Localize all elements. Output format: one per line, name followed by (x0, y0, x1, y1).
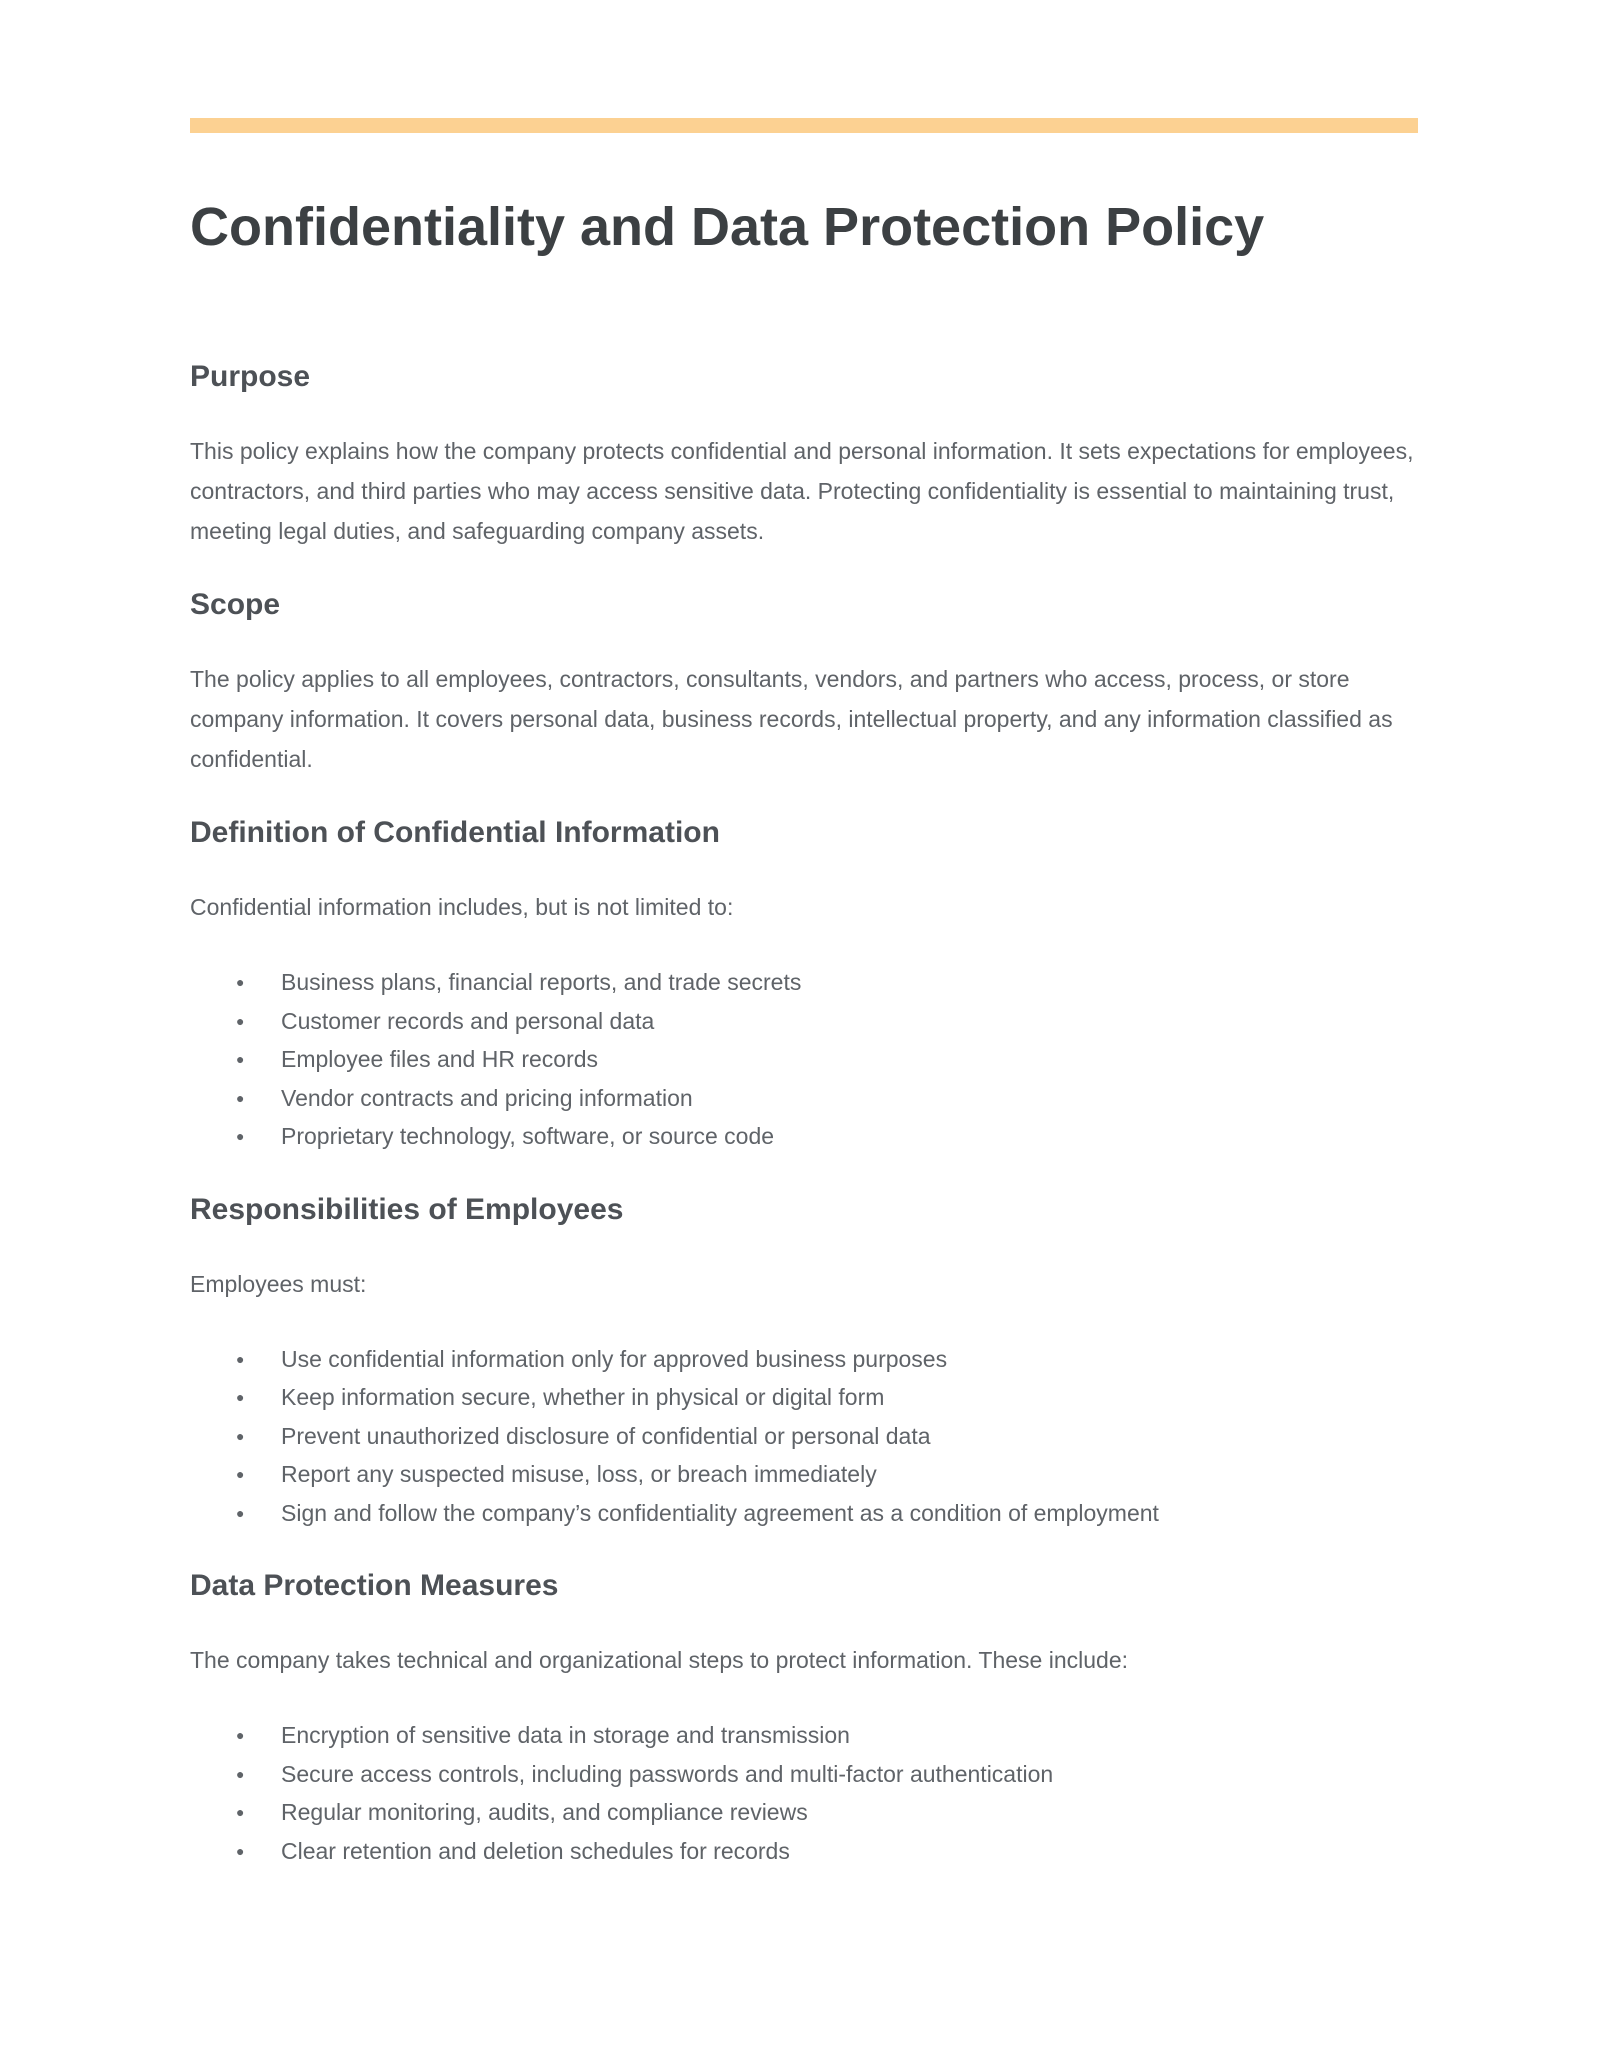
bullet-list (190, 1716, 1418, 1870)
section-heading: Responsibilities of Employees (190, 1192, 624, 1226)
section-paragraph: The policy applies to all employees, contractors, consultants, vendors, and partners who access, process, or store company information. It covers personal data, business records, intellectual property, and any information classified as confidential. (190, 666, 1393, 772)
bullet-dot-icon: ● (236, 1389, 245, 1405)
list-item-text: Business plans, financial reports, and trade secrets (281, 969, 802, 995)
bullet-dot-icon: ● (236, 1128, 245, 1144)
bullet-dot-icon: ● (236, 1012, 245, 1029)
bullet-dot-icon: ● (236, 1466, 245, 1482)
bullet-list (190, 963, 1418, 1156)
list-item-text: Customer records and personal data (281, 1007, 655, 1034)
list-item (190, 1378, 1418, 1417)
section-responsibilities-of-employees (190, 1192, 1418, 1533)
section-data-protection-measures (190, 1568, 1418, 1870)
list-item (190, 1793, 1418, 1832)
section-purpose (190, 359, 1418, 551)
section-scope (190, 587, 1418, 779)
list-item (190, 1040, 1418, 1079)
list-item (190, 1117, 1418, 1156)
accent-bar (190, 118, 1418, 133)
list-item (190, 1079, 1418, 1118)
section-heading: Purpose (190, 360, 311, 393)
bullet-dot-icon: ● (236, 1727, 245, 1743)
section-paragraph: This policy explains how the company protects confidential and personal information. It sets expectations for employees, contractors, and third parties who may access sensitive data. Protecting confidentiality is essential to maintaining trust, meeting legal duties, and safeguarding company assets. (190, 438, 1414, 544)
section-definition-of-confidential-information (190, 815, 1418, 1156)
bullet-dot-icon: ● (236, 1350, 245, 1367)
section-heading: Scope (190, 588, 281, 621)
section-heading: Data Protection Measures (190, 1569, 559, 1602)
list-item (190, 1755, 1418, 1794)
list-item-text: Regular monitoring, audits, and compliance reviews (281, 1799, 808, 1825)
list-item-text: Sign and follow the company’s confidentiality agreement as a condition of employment (281, 1499, 1159, 1526)
list-item-text: Keep information secure, whether in physical or digital form (281, 1384, 885, 1410)
list-item-text: Secure access controls, including passwords and multi-factor authentication (281, 1760, 1054, 1787)
section-paragraph: The company takes technical and organizational steps to protect information. These include: (190, 1647, 1129, 1673)
document-title: Confidentiality and Data Protection Policy (190, 197, 1265, 257)
bullet-dot-icon: ● (236, 974, 245, 990)
list-item-text: Use confidential information only for approved business purposes (281, 1345, 948, 1372)
list-item-text: Clear retention and deletion schedules for records (281, 1837, 790, 1864)
list-item (190, 1340, 1418, 1379)
list-item-text: Employee files and HR records (281, 1046, 599, 1072)
list-item (190, 1455, 1418, 1494)
list-item (190, 1002, 1418, 1041)
list-item-text: Proprietary technology, software, or source code (281, 1123, 775, 1149)
bullet-dot-icon: ● (236, 1804, 245, 1820)
bullet-dot-icon: ● (236, 1842, 245, 1859)
list-item (190, 1716, 1418, 1755)
bullet-list (190, 1340, 1418, 1533)
bullet-dot-icon: ● (236, 1089, 245, 1106)
list-item (190, 1494, 1418, 1533)
section-paragraph: Employees must: (190, 1270, 367, 1297)
document-content (190, 118, 1418, 1870)
list-item (190, 1417, 1418, 1456)
bullet-dot-icon: ● (236, 1765, 245, 1782)
list-item-text: Encryption of sensitive data in storage and transmission (281, 1722, 850, 1748)
section-paragraph: Confidential information includes, but is not limited to: (190, 894, 734, 920)
bullet-dot-icon: ● (236, 1427, 245, 1444)
section-heading: Definition of Confidential Information (190, 816, 720, 849)
bullet-dot-icon: ● (236, 1051, 245, 1067)
list-item (190, 1832, 1418, 1871)
list-item (190, 963, 1418, 1002)
list-item-text: Prevent unauthorized disclosure of confidential or personal data (281, 1422, 931, 1449)
list-item-text: Report any suspected misuse, loss, or breach immediately (281, 1461, 877, 1487)
bullet-dot-icon: ● (236, 1504, 245, 1521)
list-item-text: Vendor contracts and pricing information (281, 1084, 693, 1111)
